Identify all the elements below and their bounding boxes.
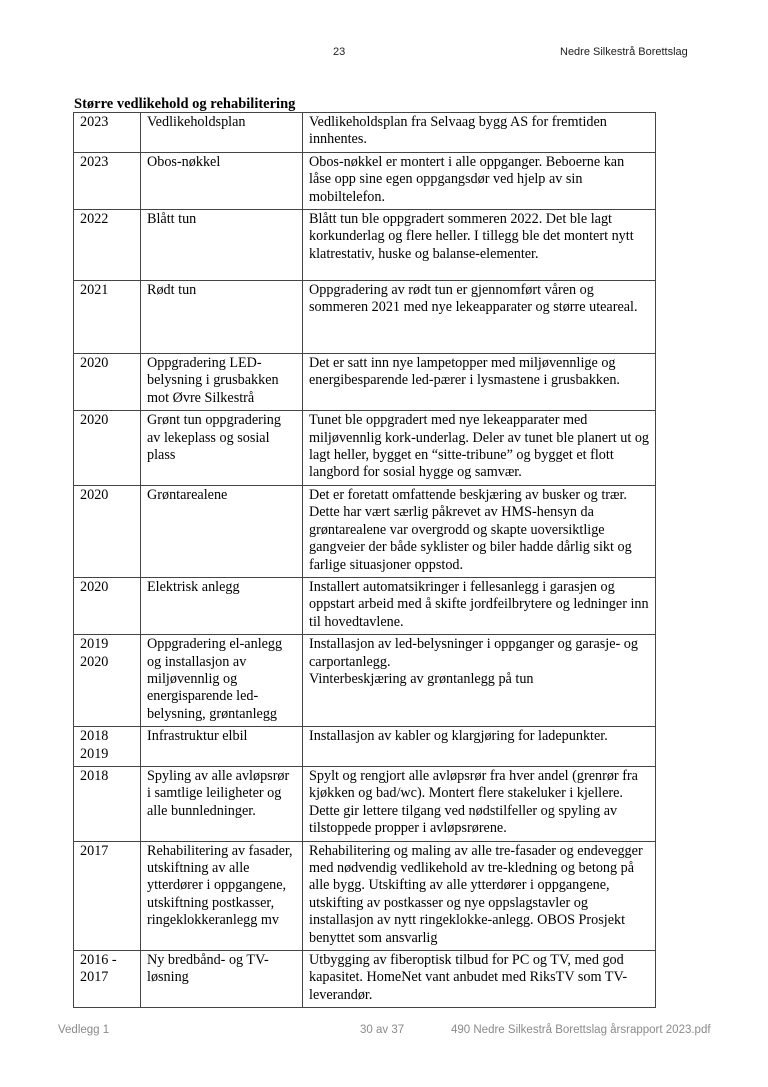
description-cell: Installasjon av kabler og klargjøring for ladepunkter. (303, 727, 656, 767)
year-cell: 2023 (74, 152, 141, 209)
description-cell: Oppgradering av rødt tun er gjennomført våren og sommeren 2021 med nye lekeapparater og større uteareal. (303, 281, 656, 354)
title-cell: Rødt tun (141, 281, 303, 354)
description-cell: Spylt og rengjort alle avløpsrør fra hver andel (grenrør fra kjøkken og bad/wc). Montert flere stakeluker i kjellere. Dette gir lettere tilgang ved nødstilfeller og spyling av tilstoppede propper i avløpsrørene. (303, 766, 656, 841)
title-cell: Oppgradering LED-belysning i grusbakken mot Øvre Silkestrå (141, 354, 303, 411)
year-cell: 2021 (74, 281, 141, 354)
year-cell: 2020 (74, 485, 141, 577)
title-cell: Rehabilitering av fasader, utskiftning av alle ytterdører i oppgangene, utskiftning postkasser, ringeklokkeranlegg mv (141, 841, 303, 950)
title-cell: Ny bredbånd- og TV-løsning (141, 951, 303, 1008)
year-cell: 2018 (74, 766, 141, 841)
year-cell: 2020 (74, 577, 141, 634)
description-cell: Det er foretatt omfattende beskjæring av busker og trær. Dette har vært særlig påkrevet av HMS-hensyn da grøntarealene var overgrodd og skapte uoversiktlige gangveier der både syklister og biler hadde dårlig sikt og farlige situasjoner oppstod. (303, 485, 656, 577)
table-row (74, 841, 656, 950)
title-cell: Spyling av alle avløpsrør i samtlige leiligheter og alle bunnledninger. (141, 766, 303, 841)
table-row (74, 152, 656, 209)
table-row (74, 485, 656, 577)
description-cell: Vedlikeholdsplan fra Selvaag bygg AS for fremtiden innhentes. (303, 113, 656, 153)
title-cell: Vedlikeholdsplan (141, 113, 303, 153)
footer-appendix: Vedlegg 1 (58, 1024, 110, 1036)
title-cell: Obos-nøkkel (141, 152, 303, 209)
maintenance-table (73, 112, 656, 1008)
year-cell: 2020 (74, 411, 141, 486)
year-cell: 2018 2019 (74, 727, 141, 767)
title-cell: Grøntarealene (141, 485, 303, 577)
description-cell: Rehabilitering og maling av alle tre-fasader og endevegger med nødvendig vedlikehold av tre-kledning og betong på alle bygg. Utskifting av alle ytterdører i oppgangene, utskifting av postkasser og nye oppslagstavler og installasjon av nytt ringeklokke-anlegg. OBOS Prosjekt benyttet som ansvarlig (303, 841, 656, 950)
title-cell: Grønt tun oppgradering av lekeplass og sosial plass (141, 411, 303, 486)
title-cell: Blått tun (141, 210, 303, 281)
table-row (74, 951, 656, 1008)
description-cell: Tunet ble oppgradert med nye lekeapparater med miljøvennlig kork-underlag. Deler av tunet ble planert ut og lagt heller, bygget en “sitte-tribune” og bygget et flott langbord for sosial hygge og samvær. (303, 411, 656, 486)
header-organization: Nedre Silkestrå Borettslag (560, 46, 688, 58)
title-cell: Infrastruktur elbil (141, 727, 303, 767)
description-cell: Installert automatsikringer i fellesanlegg i garasjen og oppstart arbeid med å skifte jordfeilbrytere og ledninger inn til hovedtavlene. (303, 577, 656, 634)
table-row (74, 727, 656, 767)
table-row (74, 210, 656, 281)
footer-filename: 490 Nedre Silkestrå Borettslag årsrapport 2023.pdf (451, 1024, 711, 1036)
description-cell: Blått tun ble oppgradert sommeren 2022. Det ble lagt korkunderlag og flere heller. I tillegg ble det montert nytt klatrestativ, huske og balanse-elementer. (303, 210, 656, 281)
table-row (74, 766, 656, 841)
title-cell: Elektrisk anlegg (141, 577, 303, 634)
description-cell: Utbygging av fiberoptisk tilbud for PC og TV, med god kapasitet. HomeNet vant anbudet med RiksTV som TV-leverandør. (303, 951, 656, 1008)
page-number: 23 (333, 46, 346, 58)
table-row (74, 411, 656, 486)
year-cell: 2023 (74, 113, 141, 153)
table-row (74, 635, 656, 727)
description-cell: Installasjon av led-belysninger i oppganger og garasje- og carportanlegg. Vinterbeskjæring av grøntanlegg på tun (303, 635, 656, 727)
table-row (74, 577, 656, 634)
description-cell: Obos-nøkkel er montert i alle oppganger. Beboerne kan låse opp sine egen oppgangsdør ved hjelp av sin mobiltelefon. (303, 152, 656, 209)
year-cell: 2019 2020 (74, 635, 141, 727)
table-row (74, 354, 656, 411)
year-cell: 2017 (74, 841, 141, 950)
year-cell: 2016 - 2017 (74, 951, 141, 1008)
table-row (74, 113, 656, 153)
footer-page-count: 30 av 37 (360, 1024, 405, 1036)
title-cell: Oppgradering el-anlegg og installasjon av miljøvennlig og energisparende led-belysning, grøntanlegg (141, 635, 303, 727)
description-cell: Det er satt inn nye lampetopper med miljøvennlige og energibesparende led-pærer i lysmastene i grusbakken. (303, 354, 656, 411)
year-cell: 2020 (74, 354, 141, 411)
section-title: Større vedlikehold og rehabilitering (74, 96, 296, 112)
year-cell: 2022 (74, 210, 141, 281)
table-row (74, 281, 656, 354)
